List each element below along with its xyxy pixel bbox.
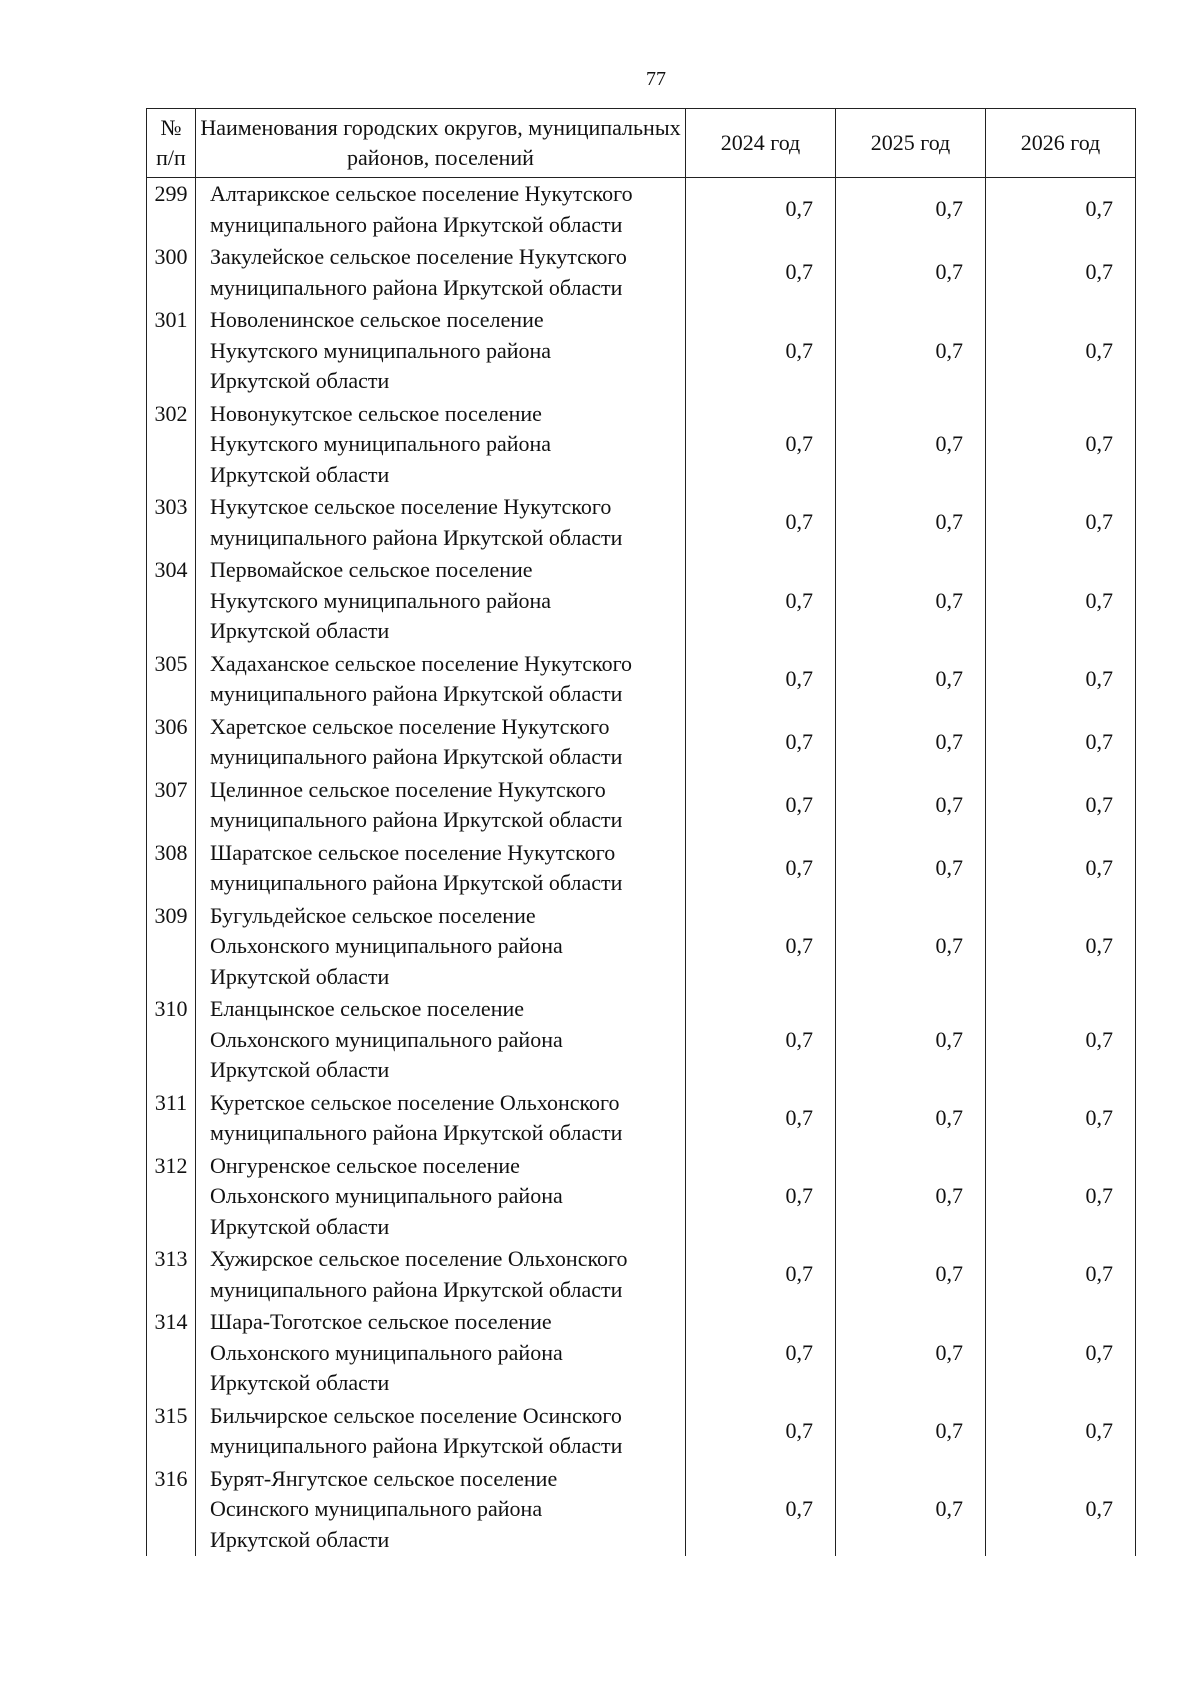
settlement-name-line: муниципального района Иркутской области xyxy=(210,1276,623,1302)
settlement-name-line: Иркутской области xyxy=(210,1526,390,1552)
settlement-name-line: муниципального района Иркутской области xyxy=(210,1120,623,1145)
value-2026: 0,7 xyxy=(986,554,1136,648)
settlement-name-line: Первомайское сельское поселение xyxy=(210,557,533,582)
value-2025: 0,7 xyxy=(836,1463,986,1557)
header-name: Наименования городских округов, муниципальных районов, поселений xyxy=(196,109,686,178)
settlement-name xyxy=(196,648,686,711)
value-2026: 0,7 xyxy=(986,1306,1136,1400)
settlement-name-line: Иркутской области xyxy=(210,618,390,643)
value-2024: 0,7 xyxy=(686,1306,836,1400)
settlement-name-line: Бурят-Янгутское сельское поселение xyxy=(210,1465,558,1491)
table-row xyxy=(147,241,1136,304)
value-2025: 0,7 xyxy=(836,1087,986,1150)
settlement-name-line: Ольхонского муниципального района xyxy=(210,1183,563,1208)
table-row xyxy=(147,491,1136,554)
value-2026: 0,7 xyxy=(986,398,1136,492)
value-2024: 0,7 xyxy=(686,554,836,648)
header-number: № п/п xyxy=(147,109,196,178)
row-number: 313 xyxy=(147,1243,196,1306)
table-header xyxy=(147,109,1136,178)
settlement-name-line: Иркутской области xyxy=(210,1213,390,1239)
value-2024: 0,7 xyxy=(686,1150,836,1244)
settlement-name-line: Онгуренское сельское поселение xyxy=(210,1152,520,1178)
settlement-name-line: муниципального района Иркутской области xyxy=(210,744,623,769)
row-number: 306 xyxy=(147,711,196,774)
settlement-name-line: Иркутской области xyxy=(210,1057,390,1082)
table-row xyxy=(147,1087,1136,1150)
settlement-name-line: Хужирское сельское поселение Ольхонского xyxy=(210,1246,628,1271)
settlement-name-line: Алтарикское сельское поселение Нукутского xyxy=(210,181,633,206)
table-row xyxy=(147,554,1136,648)
settlement-name-line: Иркутской области xyxy=(210,1370,390,1395)
value-2025: 0,7 xyxy=(836,774,986,837)
value-2026: 0,7 xyxy=(986,1150,1136,1244)
table-row xyxy=(147,993,1136,1087)
row-number: 301 xyxy=(147,304,196,398)
row-number: 310 xyxy=(147,993,196,1087)
settlement-name xyxy=(196,1400,686,1463)
settlement-name xyxy=(196,900,686,994)
settlement-name-line: Иркутской области xyxy=(210,461,390,487)
value-2025: 0,7 xyxy=(836,1400,986,1463)
value-2026: 0,7 xyxy=(986,711,1136,774)
value-2025: 0,7 xyxy=(836,304,986,398)
header-year-2026: 2026 год xyxy=(986,109,1136,178)
value-2024: 0,7 xyxy=(686,1463,836,1557)
header-year-2025: 2025 год xyxy=(836,109,986,178)
settlement-name-line: Бугульдейское сельское поселение xyxy=(210,902,536,928)
settlement-name xyxy=(196,491,686,554)
settlement-name-line: Новоленинское сельское поселение xyxy=(210,307,544,332)
table-row xyxy=(147,178,1136,242)
value-2025: 0,7 xyxy=(836,1306,986,1400)
table-row xyxy=(147,648,1136,711)
value-2025: 0,7 xyxy=(836,178,986,242)
value-2026: 0,7 xyxy=(986,993,1136,1087)
allocation-table-container xyxy=(146,108,1136,1556)
settlement-name xyxy=(196,1150,686,1244)
value-2024: 0,7 xyxy=(686,178,836,242)
row-number: 307 xyxy=(147,774,196,837)
value-2026: 0,7 xyxy=(986,774,1136,837)
value-2024: 0,7 xyxy=(686,993,836,1087)
value-2024: 0,7 xyxy=(686,398,836,492)
value-2024: 0,7 xyxy=(686,1087,836,1150)
settlement-name-line: Харетское сельское поселение Нукутского xyxy=(210,713,610,739)
value-2026: 0,7 xyxy=(986,900,1136,994)
settlement-name xyxy=(196,993,686,1087)
settlement-name xyxy=(196,1087,686,1150)
table-row xyxy=(147,304,1136,398)
settlement-name-line: Нукутского муниципального района xyxy=(210,337,552,363)
settlement-name-line: Хадаханское сельское поселение Нукутского xyxy=(210,650,633,676)
settlement-name-line: муниципального района Иркутской области xyxy=(210,807,623,832)
value-2025: 0,7 xyxy=(836,241,986,304)
row-number: 304 xyxy=(147,554,196,648)
table-row xyxy=(147,1463,1136,1557)
row-number: 308 xyxy=(147,837,196,900)
value-2024: 0,7 xyxy=(686,304,836,398)
settlement-name-line: Закулейское сельское поселение Нукутского xyxy=(210,244,627,269)
settlement-name-line: Куретское сельское поселение Ольхонского xyxy=(210,1089,620,1115)
settlement-name-line: Ольхонского муниципального района xyxy=(210,933,563,958)
value-2024: 0,7 xyxy=(686,711,836,774)
row-number: 315 xyxy=(147,1400,196,1463)
settlement-name-line: Иркутской области xyxy=(210,963,390,989)
table-row xyxy=(147,398,1136,492)
value-2026: 0,7 xyxy=(986,1243,1136,1306)
row-number: 300 xyxy=(147,241,196,304)
value-2024: 0,7 xyxy=(686,1243,836,1306)
settlement-name xyxy=(196,837,686,900)
value-2026: 0,7 xyxy=(986,1400,1136,1463)
settlement-name-line: муниципального района Иркутской области xyxy=(210,870,623,895)
value-2025: 0,7 xyxy=(836,1243,986,1306)
table-row xyxy=(147,1306,1136,1400)
row-number: 316 xyxy=(147,1463,196,1557)
settlement-name-line: муниципального района Иркутской области xyxy=(210,681,623,706)
value-2025: 0,7 xyxy=(836,900,986,994)
value-2024: 0,7 xyxy=(686,491,836,554)
settlement-name-line: Шара-Тоготское сельское поселение xyxy=(210,1309,552,1334)
settlement-name-line: Ольхонского муниципального района xyxy=(210,1026,563,1052)
value-2026: 0,7 xyxy=(986,1463,1136,1557)
settlement-name-line: Иркутской области xyxy=(210,368,390,393)
settlement-name xyxy=(196,1243,686,1306)
row-number: 311 xyxy=(147,1087,196,1150)
value-2025: 0,7 xyxy=(836,993,986,1087)
settlement-name xyxy=(196,1463,686,1557)
settlement-name-line: Бильчирское сельское поселение Осинского xyxy=(210,1402,622,1428)
value-2024: 0,7 xyxy=(686,241,836,304)
allocation-table xyxy=(146,108,1136,1556)
row-number: 309 xyxy=(147,900,196,994)
value-2025: 0,7 xyxy=(836,554,986,648)
value-2025: 0,7 xyxy=(836,711,986,774)
value-2026: 0,7 xyxy=(986,241,1136,304)
value-2025: 0,7 xyxy=(836,491,986,554)
table-row xyxy=(147,1243,1136,1306)
value-2026: 0,7 xyxy=(986,648,1136,711)
settlement-name-line: Ольхонского муниципального района xyxy=(210,1339,563,1365)
settlement-name-line: муниципального района Иркутской области xyxy=(210,524,623,550)
settlement-name-line: Нукутского муниципального района xyxy=(210,431,552,456)
settlement-name xyxy=(196,774,686,837)
settlement-name-line: муниципального района Иркутской области xyxy=(210,274,623,300)
settlement-name-line: Нукутского муниципального района xyxy=(210,587,552,613)
value-2025: 0,7 xyxy=(836,398,986,492)
settlement-name-line: Нукутское сельское поселение Нукутского xyxy=(210,494,612,519)
header-row xyxy=(147,109,1136,178)
settlement-name-line: Шаратское сельское поселение Нукутского xyxy=(210,839,616,865)
row-number: 303 xyxy=(147,491,196,554)
table-row xyxy=(147,1150,1136,1244)
settlement-name-line: муниципального района Иркутской области xyxy=(210,211,623,237)
settlement-name xyxy=(196,178,686,242)
settlement-name xyxy=(196,1306,686,1400)
value-2026: 0,7 xyxy=(986,837,1136,900)
value-2025: 0,7 xyxy=(836,648,986,711)
table-row xyxy=(147,837,1136,900)
value-2026: 0,7 xyxy=(986,304,1136,398)
value-2024: 0,7 xyxy=(686,837,836,900)
table-row xyxy=(147,900,1136,994)
header-year-2024: 2024 год xyxy=(686,109,836,178)
value-2024: 0,7 xyxy=(686,648,836,711)
row-number: 314 xyxy=(147,1306,196,1400)
value-2024: 0,7 xyxy=(686,1400,836,1463)
value-2026: 0,7 xyxy=(986,1087,1136,1150)
settlement-name xyxy=(196,241,686,304)
settlement-name-line: муниципального района Иркутской области xyxy=(210,1433,623,1458)
table-body xyxy=(147,178,1136,1557)
row-number: 299 xyxy=(147,178,196,242)
settlement-name xyxy=(196,711,686,774)
value-2024: 0,7 xyxy=(686,774,836,837)
settlement-name xyxy=(196,304,686,398)
value-2025: 0,7 xyxy=(836,1150,986,1244)
settlement-name xyxy=(196,398,686,492)
row-number: 312 xyxy=(147,1150,196,1244)
row-number: 305 xyxy=(147,648,196,711)
settlement-name-line: Осинского муниципального района xyxy=(210,1496,543,1521)
value-2026: 0,7 xyxy=(986,491,1136,554)
value-2024: 0,7 xyxy=(686,900,836,994)
settlement-name xyxy=(196,554,686,648)
value-2026: 0,7 xyxy=(986,178,1136,242)
table-row xyxy=(147,1400,1136,1463)
page-number: 77 xyxy=(646,68,666,90)
settlement-name-line: Новонукутское сельское поселение xyxy=(210,400,542,426)
row-number: 302 xyxy=(147,398,196,492)
table-row xyxy=(147,774,1136,837)
value-2025: 0,7 xyxy=(836,837,986,900)
settlement-name-line: Еланцынское сельское поселение xyxy=(210,996,525,1021)
table-row xyxy=(147,711,1136,774)
settlement-name-line: Целинное сельское поселение Нукутского xyxy=(210,776,606,802)
